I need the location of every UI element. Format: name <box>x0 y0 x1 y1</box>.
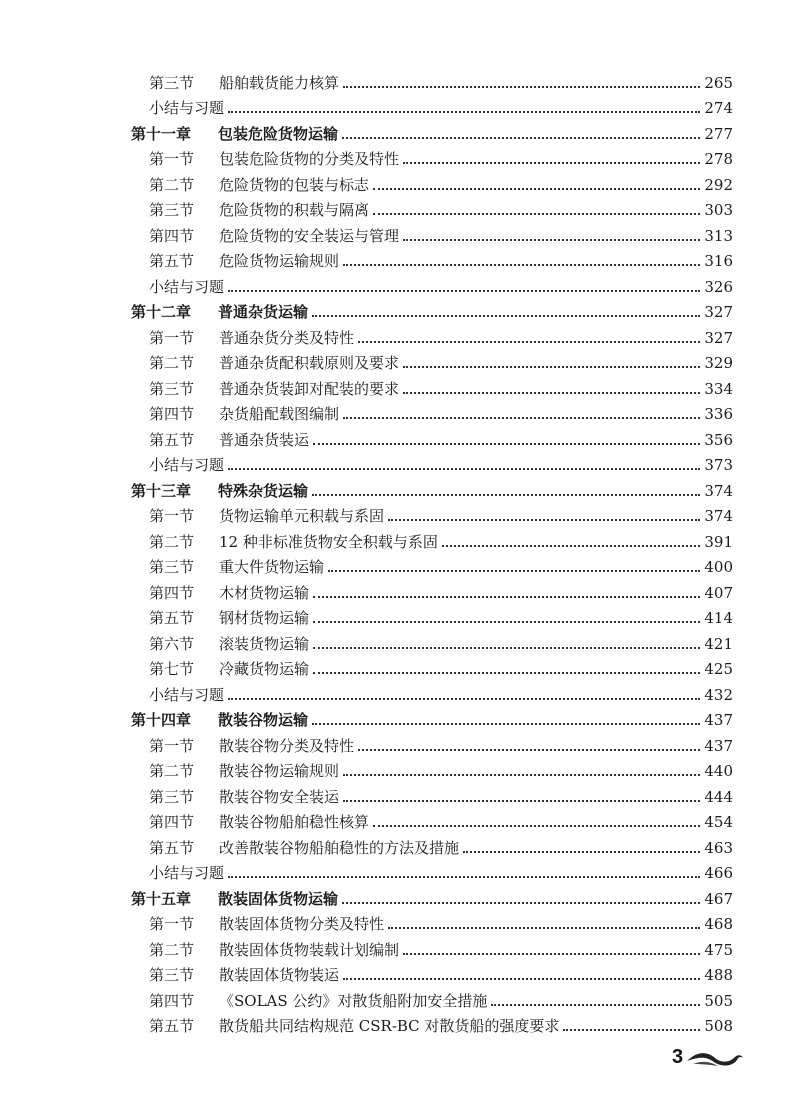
dot-leader <box>228 468 700 470</box>
dot-leader <box>228 111 700 113</box>
toc-page-number: 454 <box>704 813 733 831</box>
toc-entry-label <box>149 278 224 296</box>
page-number: 3 <box>672 1046 684 1068</box>
dot-leader <box>342 902 700 904</box>
toc-entry-number: 第三节 <box>149 558 195 576</box>
dot-leader <box>312 494 700 496</box>
toc-section-row <box>131 321 733 347</box>
toc-entry-title: 普通杂货分类及特性 <box>219 328 355 347</box>
dot-leader <box>228 698 700 700</box>
toc-entry-label <box>131 125 338 143</box>
toc-page-number: 488 <box>704 966 733 984</box>
toc-section-row <box>131 347 733 373</box>
dot-leader <box>463 851 700 853</box>
toc-section-row <box>131 194 733 220</box>
toc-chapter-row <box>131 117 733 143</box>
toc-entry-title: 重大件货物运输 <box>219 558 325 576</box>
toc-section-row <box>131 755 733 781</box>
toc-page-number: 316 <box>704 252 733 270</box>
toc-entry-label <box>149 966 339 984</box>
toc-entry-label <box>149 941 399 959</box>
toc-entry-number: 第一节 <box>149 736 195 755</box>
toc-entry-number: 第十一章 <box>131 124 192 143</box>
toc-entry-number: 第十四章 <box>131 711 192 729</box>
dot-leader <box>403 366 700 368</box>
toc-entry-title: 危险货物运输规则 <box>219 252 340 270</box>
toc-entry-title: 木材货物运输 <box>219 583 310 602</box>
toc-section-row <box>131 627 733 653</box>
toc-page-number: 437 <box>704 736 733 755</box>
dot-leader <box>388 927 700 929</box>
toc-entry-label <box>149 839 459 857</box>
dot-leader <box>328 570 700 572</box>
dot-leader <box>313 672 700 674</box>
toc-entry-title: 小结与习题 <box>149 864 225 882</box>
toc-section-row <box>131 398 733 424</box>
toc-chapter-row <box>131 704 733 730</box>
toc-entry-number: 第四节 <box>149 405 195 423</box>
toc-entry-label <box>149 252 339 270</box>
toc-entry-title: 普通杂货装运 <box>219 430 310 449</box>
toc-entry-number: 第一节 <box>149 150 195 168</box>
dot-leader <box>491 1004 700 1006</box>
toc-entry-number: 第二节 <box>149 532 195 551</box>
toc-entry-label <box>149 507 384 525</box>
toc-entry-title: 小结与习题 <box>149 99 225 117</box>
toc-entry-number: 第二节 <box>149 940 195 959</box>
dot-leader <box>313 443 700 445</box>
toc-entry-title: 钢材货物运输 <box>219 609 310 627</box>
toc-entry-title: 包装危险货物的分类及特性 <box>219 150 400 168</box>
toc-entry-title: 散装谷物船舶稳性核算 <box>219 813 370 831</box>
toc-entry-title: 小结与习题 <box>149 456 225 474</box>
toc-page-number: 425 <box>704 660 733 678</box>
dot-leader <box>313 596 700 598</box>
toc-entry-label <box>149 227 399 245</box>
toc-section-row <box>131 372 733 398</box>
toc-page-number: 440 <box>704 762 733 780</box>
toc-page-number: 466 <box>704 864 733 882</box>
toc-entry-label <box>149 431 309 449</box>
toc-section-row <box>131 551 733 577</box>
dot-leader <box>563 1029 700 1031</box>
toc-entry-title: 普通杂货装卸对配装的要求 <box>219 379 400 398</box>
toc-section-row <box>131 168 733 194</box>
toc-page-number: 391 <box>704 532 733 551</box>
toc-entry-title: 特殊杂货运输 <box>218 481 309 500</box>
page-footer <box>672 1046 745 1069</box>
toc-page-number: 414 <box>704 609 733 627</box>
toc-entry-title: 散装固体货物装运 <box>219 966 340 984</box>
toc-entry-title: 杂货船配载图编制 <box>219 405 340 423</box>
toc-section-row <box>131 143 733 169</box>
toc-entry-label <box>131 711 308 729</box>
toc-entry-label <box>149 354 399 372</box>
toc-entry-title: 12 种非标准货物安全积载与系固 <box>219 532 438 551</box>
toc-page-number: 313 <box>704 226 733 245</box>
toc-section-row <box>131 525 733 551</box>
toc-section-row <box>131 806 733 832</box>
toc-entry-label <box>149 1017 559 1035</box>
toc-entry-title: 小结与习题 <box>149 277 225 296</box>
toc-entry-label <box>149 813 369 831</box>
toc-entry-number: 第一节 <box>149 915 195 933</box>
toc-summary-row <box>131 270 733 296</box>
toc-section-row <box>131 500 733 526</box>
toc-summary-row <box>131 857 733 883</box>
toc-entry-number: 第一节 <box>149 328 195 347</box>
toc-entry-number: 第六节 <box>149 634 195 653</box>
toc-entry-title: 冷藏货物运输 <box>219 660 310 678</box>
dot-leader <box>403 392 700 394</box>
toc-entry-label <box>149 686 224 704</box>
dot-leader <box>388 519 700 521</box>
toc-entry-number: 第五节 <box>149 838 195 857</box>
toc-entry-label <box>149 762 339 780</box>
dot-leader <box>313 647 700 649</box>
toc-entry-number: 第五节 <box>149 430 195 449</box>
toc-section-row <box>131 1010 733 1036</box>
toc-section-row <box>131 219 733 245</box>
toc-entry-title: 《SOLAS 公约》对散货船附加安全措施 <box>219 991 488 1010</box>
toc-entry-title: 危险货物的包装与标志 <box>219 175 370 194</box>
toc-entry-label <box>149 558 324 576</box>
toc-entry-label <box>131 482 308 500</box>
toc-section-row <box>131 66 733 92</box>
toc-entry-title: 包装危险货物运输 <box>218 124 339 143</box>
toc-page-number: 303 <box>704 201 733 219</box>
toc-entry-title: 散装固体货物分类及特性 <box>219 915 385 933</box>
toc-entry-label <box>149 201 369 219</box>
dot-leader <box>343 774 700 776</box>
toc-page-number: 327 <box>704 303 733 321</box>
toc-entry-title: 普通杂货运输 <box>218 303 309 321</box>
dot-leader <box>403 239 700 241</box>
toc-section-row <box>131 984 733 1010</box>
toc-entry-label <box>149 456 224 474</box>
toc-entry-number: 第十二章 <box>131 303 192 321</box>
dot-leader <box>313 621 700 623</box>
toc-page-number: 444 <box>704 787 733 806</box>
toc-section-row <box>131 908 733 934</box>
toc-page-number: 334 <box>704 379 733 398</box>
toc-chapter-row <box>131 474 733 500</box>
dot-leader <box>343 417 700 419</box>
toc-page-number: 407 <box>704 583 733 602</box>
toc-chapter-row <box>131 882 733 908</box>
toc-section-row <box>131 423 733 449</box>
dot-leader <box>403 953 700 955</box>
toc-entry-number: 第三节 <box>149 787 195 806</box>
toc-entry-title: 小结与习题 <box>149 685 225 704</box>
toc-entry-label <box>131 303 308 321</box>
toc-section-row <box>131 729 733 755</box>
toc-page-number: 374 <box>704 507 733 525</box>
toc-entry-label <box>149 150 399 168</box>
toc-summary-row <box>131 678 733 704</box>
toc-entry-title: 改善散装谷物船舶稳性的方法及措施 <box>219 838 460 857</box>
toc-entry-label <box>149 533 438 551</box>
toc-entry-label <box>149 635 309 653</box>
toc-entry-label <box>149 660 309 678</box>
toc-entry-number: 第二节 <box>149 354 195 372</box>
toc-entry-label <box>149 176 369 194</box>
toc-entry-number: 第四节 <box>149 813 195 831</box>
toc-section-row <box>131 245 733 271</box>
dot-leader <box>343 86 700 88</box>
toc-entry-label <box>149 737 354 755</box>
toc-page-number: 463 <box>704 838 733 857</box>
toc-summary-row <box>131 92 733 118</box>
toc-entry-title: 散装固体货物运输 <box>218 889 339 908</box>
toc-page-number: 274 <box>704 99 733 117</box>
toc-entry-number: 第七节 <box>149 660 195 678</box>
dot-leader <box>343 800 700 802</box>
dot-leader <box>373 825 700 827</box>
toc-page-number: 292 <box>704 175 733 194</box>
toc-section-row <box>131 933 733 959</box>
toc-page-number: 329 <box>704 354 733 372</box>
toc-entry-number: 第四节 <box>149 991 195 1010</box>
toc-entry-title: 散装固体货物装载计划编制 <box>219 940 400 959</box>
toc-section-row <box>131 576 733 602</box>
toc-page-number: 432 <box>704 685 733 704</box>
toc-entry-label <box>149 329 354 347</box>
toc-page-number: 475 <box>704 940 733 959</box>
dot-leader <box>312 315 700 317</box>
toc-summary-row <box>131 449 733 475</box>
toc-entry-label <box>149 915 384 933</box>
toc-entry-number: 第四节 <box>149 583 195 602</box>
dot-leader <box>228 290 700 292</box>
toc-entry-label <box>149 788 339 806</box>
toc-page-number: 373 <box>704 456 733 474</box>
toc-page-number: 327 <box>704 328 733 347</box>
toc-entry-title: 船舶载货能力核算 <box>219 73 340 92</box>
toc-section-row <box>131 653 733 679</box>
toc-entry-number: 第四节 <box>149 226 195 245</box>
dot-leader <box>312 723 700 725</box>
toc-page-number: 374 <box>704 481 733 500</box>
toc-entry-title: 散装谷物运输规则 <box>219 762 340 780</box>
toc-page-number: 437 <box>704 711 733 729</box>
toc-section-row <box>131 780 733 806</box>
toc-entry-number: 第一节 <box>149 507 195 525</box>
dot-leader <box>442 545 701 547</box>
toc-entry-number: 第三节 <box>149 379 195 398</box>
dot-leader <box>343 264 700 266</box>
toc-entry-label <box>149 992 487 1010</box>
toc-page-number: 421 <box>704 634 733 653</box>
toc-chapter-row <box>131 296 733 322</box>
toc-entry-number: 第三节 <box>149 73 195 92</box>
toc-page-number: 278 <box>704 150 733 168</box>
toc-entry-number: 第三节 <box>149 966 195 984</box>
toc-section-row <box>131 602 733 628</box>
toc-entry-number: 第三节 <box>149 201 195 219</box>
toc-page-number: 336 <box>704 405 733 423</box>
toc-entry-label <box>149 405 339 423</box>
toc-entry-label <box>149 99 224 117</box>
toc-entry-number: 第二节 <box>149 762 195 780</box>
toc-page-number: 468 <box>704 915 733 933</box>
toc-entry-number: 第五节 <box>149 252 195 270</box>
toc-page-number: 277 <box>704 124 733 143</box>
toc-entry-title: 散货船共同结构规范 CSR-BC 对散货船的强度要求 <box>219 1017 560 1035</box>
toc-entry-number: 第五节 <box>149 1017 195 1035</box>
toc-entry-title: 危险货物的安全装运与管理 <box>219 226 400 245</box>
dot-leader <box>358 341 700 343</box>
toc-page-number: 326 <box>704 277 733 296</box>
toc-page-number: 508 <box>704 1017 733 1035</box>
toc-page-number: 467 <box>704 889 733 908</box>
dot-leader <box>373 213 700 215</box>
toc-entry-title: 危险货物的积载与隔离 <box>219 201 370 219</box>
dot-leader <box>403 162 700 164</box>
toc-entry-label <box>149 380 399 398</box>
toc-page-number: 265 <box>704 73 733 92</box>
toc-section-row <box>131 959 733 985</box>
dot-leader <box>228 876 700 878</box>
toc-entry-title: 散装谷物运输 <box>218 711 309 729</box>
toc-entry-label <box>149 609 309 627</box>
dot-leader <box>342 137 700 139</box>
toc-page-number: 356 <box>704 430 733 449</box>
toc-entry-label <box>149 584 309 602</box>
toc-entry-title: 滚装货物运输 <box>219 634 310 653</box>
table-of-contents <box>131 66 733 1035</box>
toc-entry-number: 第十三章 <box>131 481 192 500</box>
toc-page-number: 505 <box>704 991 733 1010</box>
toc-entry-title: 货物运输单元积载与系固 <box>219 507 385 525</box>
toc-entry-number: 第五节 <box>149 609 195 627</box>
toc-entry-label <box>149 74 339 92</box>
wave-swirl-icon <box>685 1047 745 1069</box>
toc-entry-label <box>131 890 338 908</box>
dot-leader <box>343 978 700 980</box>
toc-section-row <box>131 831 733 857</box>
toc-entry-title: 散装谷物分类及特性 <box>219 736 355 755</box>
dot-leader <box>358 749 700 751</box>
dot-leader <box>373 188 700 190</box>
toc-page-number: 400 <box>704 558 733 576</box>
toc-entry-title: 散装谷物安全装运 <box>219 787 340 806</box>
toc-entry-number: 第十五章 <box>131 889 192 908</box>
toc-entry-title: 普通杂货配积载原则及要求 <box>219 354 400 372</box>
toc-entry-number: 第二节 <box>149 175 195 194</box>
toc-entry-label <box>149 864 224 882</box>
